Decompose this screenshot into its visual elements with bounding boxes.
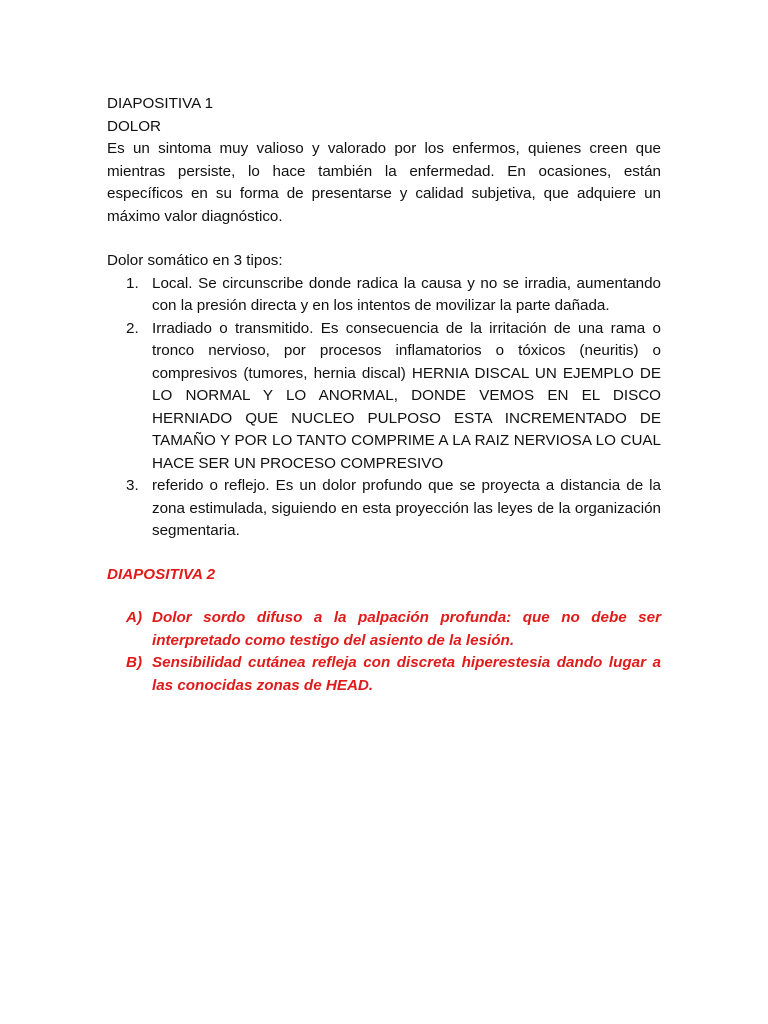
list-item-letter: B): [126, 654, 143, 671]
list-item-text: referido o reflejo. Es un dolor profundo que se proyecta a distancia de la zona estimulada, siguiendo en esta proyección las leyes de la organización segmentaria.: [152, 477, 661, 539]
topic-title: DOLOR: [107, 117, 162, 135]
list-item-text: Sensibilidad cutánea refleja con discreta hiperestesia dando lugar a las conocidas zonas de HEAD.: [152, 654, 661, 694]
spacer: [107, 228, 661, 250]
list-item-text: Local. Se circunscribe donde radica la causa y no se irradia, aumentando con la presión directa y en los intentos de movilizar la parte dañada.: [152, 274, 661, 314]
slide1-label: DIAPOSITIVA 1: [107, 95, 214, 112]
types-heading: Dolor somático en 3 tipos:: [107, 252, 283, 269]
list-item: [107, 652, 661, 697]
list-item-number: 2.: [126, 319, 139, 337]
list-item: [107, 273, 661, 318]
list-item: [107, 607, 661, 652]
pain-types-list: [107, 273, 661, 543]
spacer: [107, 586, 661, 607]
list-item-number: 3.: [126, 477, 139, 494]
document-body: [107, 93, 661, 697]
intro-paragraph: Es un sintoma muy valioso y valorado por los enfermos, quienes creen que mientras persiste, lo hace también la enfermedad. En ocasiones, están específicos en su forma de presentarse y calidad subjetiva, que adquiere un máximo valor diagnóstico.: [107, 140, 661, 225]
list-item: [107, 318, 661, 476]
list-item-number: 1.: [126, 274, 139, 292]
list-item-letter: A): [126, 609, 143, 626]
list-item: [107, 475, 661, 543]
slide2-label: DIAPOSITIVA 2: [107, 565, 216, 583]
spacer: [107, 543, 661, 564]
list-item-text: Irradiado o transmitido. Es consecuencia de la irritación de una rama o tronco nervioso, por procesos inflamatorios o tóxicos (neuritis) o compresivos (tumores, hernia discal) HERNIA DISCAL UN EJEMPLO DE LO NORMAL Y LO ANORMAL, DONDE VEMOS EN EL DISCO HERNIADO QUE NUCLEO PULPOSO ESTA INCREMENTADO DE TAMAÑO Y POR LO TANTO COMPRIME A LA RAIZ NERVIOSA LO CUAL HACE SER UN PROCESO COMPRESIVO: [152, 319, 661, 472]
list-item-text: Dolor sordo difuso a la palpación profunda: que no debe ser interpretado como testigo del asiento de la lesión.: [152, 609, 661, 649]
slide2-list: [107, 607, 661, 697]
